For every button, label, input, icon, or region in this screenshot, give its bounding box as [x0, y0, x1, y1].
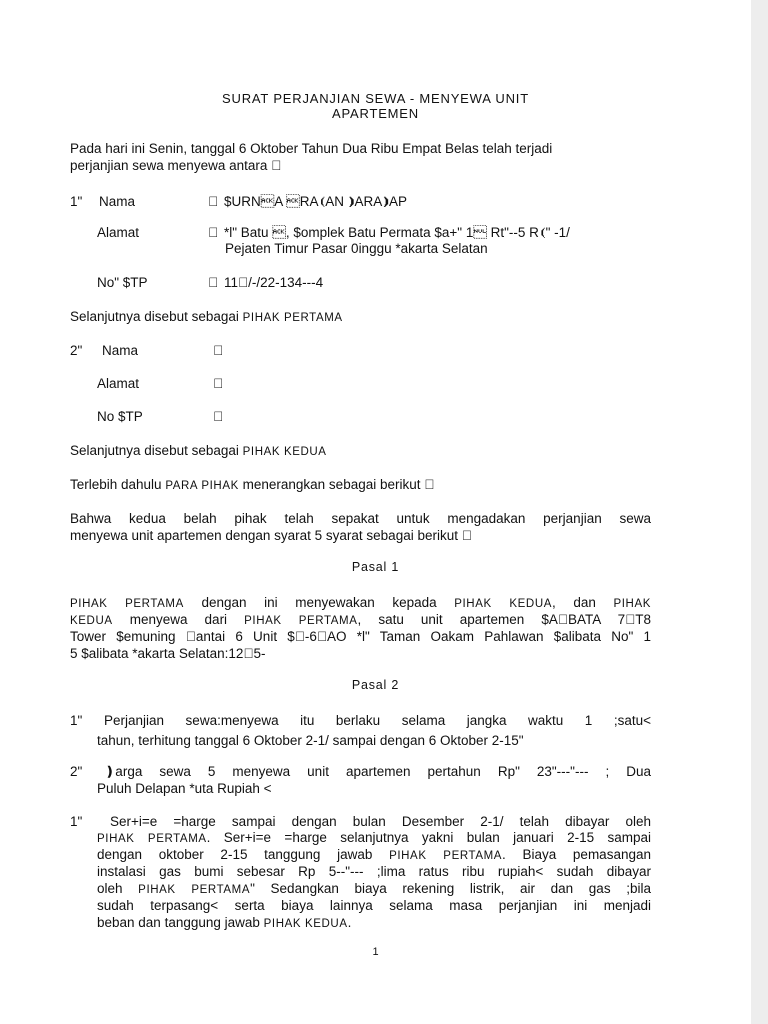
- explain-role: PARA PIHAK: [165, 480, 239, 492]
- intro-text: perjanjian sewa menyewa antara  : [70, 158, 282, 173]
- party2-address-label: Alamat: [97, 376, 140, 391]
- document-title-line1: SURAT PERJANJIAN SEWA - MENYEWA UNIT: [222, 91, 529, 106]
- pasal2-text: " Sedangkan biaya rekening listrik, air dan gas ;bila: [250, 881, 651, 896]
- agreement-text: Bahwa kedua belah pihak telah sepakat untuk mengadakan perjanjian sewa: [70, 511, 651, 526]
- role-pihak-pertama: PIHAK PERTAMA: [389, 850, 503, 862]
- pasal2-item2-line1: ❫arga sewa 5 menyewa unit apartemen pertahun Rp" 23"---"--- ; Dua: [104, 764, 651, 779]
- viewer-side-strip: [751, 0, 768, 1024]
- pasal2-item3-line4: instalasi gas bumi sebesar Rp 5--"--- ;lima ratus ribu rupiah< sudah dibayar: [97, 864, 651, 879]
- role-pihak-pertama: PIHAK PERTAMA: [244, 615, 358, 627]
- role-pihak-kedua: PIHAK KEDUA: [454, 598, 553, 610]
- pasal2-item1-line2: tahun, terhitung tanggal 6 Oktober 2-1/ sampai dengan 6 Oktober 2-15": [97, 733, 524, 748]
- pasal2-item2-number: 2": [70, 764, 83, 779]
- party1-ktp-label: No" $TP: [97, 275, 148, 290]
- pasal2-text: beban dan tanggung jawab: [97, 915, 264, 930]
- party1-ktp-value: 11 /-/22-134---4: [224, 275, 324, 290]
- pasal1-line4: 5 $alibata *akarta Selatan:12 5-: [70, 646, 266, 661]
- explain-suffix: menerangkan sebagai berikut  : [238, 477, 435, 492]
- pasal2-item3-line6: sudah terpasang< serta biaya lainnya selama masa perjanjian ini menjadi: [97, 898, 651, 913]
- party1-number: 1": [70, 194, 83, 209]
- pasal1-text: menyewa dari: [112, 612, 245, 627]
- party2-address-separator:  : [213, 376, 224, 391]
- party1-name-separator:  : [208, 194, 219, 209]
- party2-number: 2": [70, 343, 83, 358]
- pasal2-text: dengan oktober 2-15 tanggung jawab: [97, 847, 390, 862]
- pasal2-text: oleh: [97, 881, 139, 896]
- pasal2-text: .: [347, 915, 352, 930]
- pasal1-line3: Tower $emuning  antai 6 Unit $-6AO *l" Taman Oakam Pahlawan $alibata No" 1: [70, 629, 651, 644]
- party2-name-separator:  : [213, 343, 224, 358]
- pasal2-item1-line1: Perjanjian sewa:menyewa itu berlaku selama jangka waktu 1 ;satu<: [104, 713, 651, 728]
- pasal2-item3-line1: Ser+i=e =harge sampai dengan bulan Desember 2-1/ telah dibayar oleh: [110, 814, 651, 829]
- explain-text: [70, 476, 434, 495]
- pasal2-text: . Ser+i=e =harge selanjutnya yakni bulan januari 2-15 sampai: [206, 830, 651, 845]
- role-pihak-pertama: PIHAK PERTAMA: [70, 598, 184, 610]
- document-title-line2: APARTEMEN: [332, 106, 419, 121]
- pasal2-text: . Biaya pemasangan: [502, 847, 651, 862]
- pasal2-item1-number: 1": [70, 713, 83, 728]
- explain-prefix: Terlebih dahulu: [70, 477, 166, 492]
- party1-note-role: PIHAK PERTAMA: [242, 312, 343, 324]
- role-pihak-kedua: PIHAK KEDUA: [263, 918, 348, 930]
- page-number: 1: [372, 946, 379, 958]
- party2-note-role: PIHAK KEDUA: [242, 446, 327, 458]
- party1-address-line1: *l" Batu , $omplek Batu Permata $a+" 1  Rt"--5 R❨" -1/: [224, 225, 570, 240]
- party2-ktp-label: No $TP: [97, 409, 143, 424]
- pasal2-heading: Pasal 2: [351, 678, 400, 692]
- pasal2-item3-line7: [97, 914, 351, 933]
- party1-address-label: Alamat: [97, 225, 140, 240]
- party1-name-value: $URNA RA❨AN ❫ARA❫AP: [224, 194, 408, 209]
- role-pihak-pertama: PIHAK PERTAMA: [138, 884, 251, 896]
- party1-note-prefix: Selanjutnya disebut sebagai: [70, 309, 243, 324]
- role-kedua: KEDUA: [70, 615, 113, 627]
- role-pihak-pertama: PIHAK PERTAMA: [97, 833, 207, 845]
- intro-text: Pada hari ini Senin, tanggal 6 Oktober Tahun Dua Ribu Empat Belas telah terjadi: [70, 141, 553, 156]
- pasal1-text: , satu unit apartemen $A BATA 7T8: [357, 612, 651, 627]
- pasal1-text: , dan: [552, 595, 614, 610]
- party2-note: [70, 442, 327, 461]
- party2-note-prefix: Selanjutnya disebut sebagai: [70, 443, 243, 458]
- party1-ktp-separator:  : [208, 275, 219, 290]
- pasal1-text: dengan ini menyewakan kepada: [183, 595, 455, 610]
- party1-note: [70, 308, 343, 327]
- party1-address-separator:  : [208, 225, 219, 240]
- party2-ktp-separator:  : [213, 409, 224, 424]
- pasal1-heading: Pasal 1: [351, 560, 400, 574]
- role-pihak: PIHAK: [613, 598, 651, 610]
- party1-name-label: Nama: [99, 194, 136, 209]
- pasal2-item2-line2: Puluh Delapan *uta Rupiah <: [97, 781, 272, 796]
- party2-name-label: Nama: [102, 343, 139, 358]
- agreement-text: menyewa unit apartemen dengan syarat 5 syarat sebagai berikut  : [70, 528, 472, 543]
- party1-address-line2: Pejaten Timur Pasar 0inggu *akarta Selatan: [225, 241, 488, 256]
- pasal2-item3-number: 1": [70, 814, 83, 829]
